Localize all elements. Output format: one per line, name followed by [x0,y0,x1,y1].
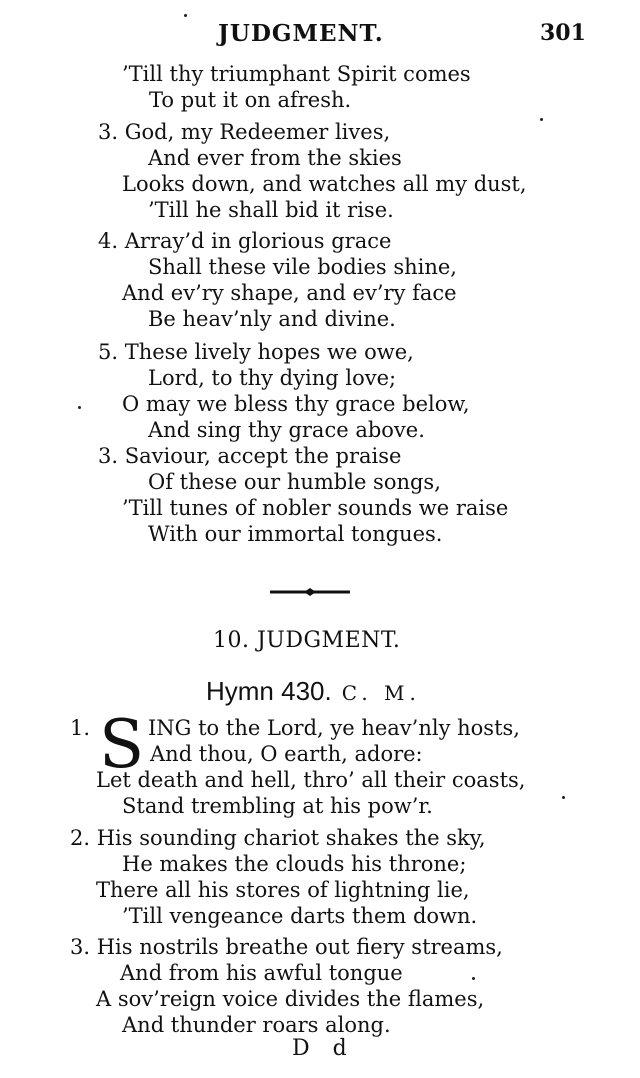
verse-line: To put it on afresh. [149,88,352,112]
verse-line: Lord, to thy dying love; [148,366,397,390]
verse-line: ING to the Lord, ye heav’nly hosts, [148,716,520,740]
running-head-title: JUDGMENT. [218,20,384,47]
scan-speck [184,14,187,17]
section-heading: 10. JUDGMENT. [213,628,401,653]
scan-speck [78,406,81,409]
verse-line: 4. Array’d in glorious grace [98,229,392,253]
scan-speck [562,796,565,799]
printer-signature-mark: D d [292,1036,355,1061]
page-number: 301 [540,20,586,46]
verse-line: And from his awful tongue [120,961,403,985]
verse-line: And ever from the skies [148,146,402,170]
verse-line: Of these our humble songs, [148,470,441,494]
verse-line: Let death and hell, thro’ all their coasts, [96,768,526,792]
section-divider-ornament [268,587,352,597]
hymn-heading [206,676,421,707]
verse-line: Be heav’nly and divine. [148,307,396,331]
drop-capital: S [99,706,145,783]
verse-line: ’Till he shall bid it rise. [148,198,394,222]
verse-line: 5. These lively hopes we owe, [98,340,414,364]
verse-line: 3. His nostrils breathe out fiery streams, [70,935,503,959]
verse-line: 3. Saviour, accept the praise [98,444,402,468]
verse-line: And thunder roars along. [122,1013,391,1037]
scan-speck [540,118,543,121]
hymn-meter: C. M. [341,681,421,705]
verse-line: There all his stores of lightning lie, [96,878,470,902]
verse-line: 3. God, my Redeemer lives, [98,120,391,144]
verse-line: And thou, O earth, adore: [150,742,423,766]
verse-line: Shall these vile bodies shine, [148,255,457,279]
running-head [0,20,640,52]
verse-line: Stand trembling at his pow’r. [122,794,433,818]
verse-line: O may we bless thy grace below, [122,392,470,416]
scan-speck [472,977,475,980]
verse-line: Looks down, and watches all my dust, [122,172,527,196]
verse-line: A sov’reign voice divides the flames, [96,987,485,1011]
verse-line: ’Till tunes of nobler sounds we raise [122,496,509,520]
verse-line: ’Till thy triumphant Spirit comes [122,62,471,86]
hymn-number: Hymn 430. [206,676,332,706]
verse-line: ’Till vengeance darts them down. [122,904,478,928]
stanza-number: 1. [70,716,91,740]
verse-line: He makes the clouds his throne; [122,852,467,876]
verse-line: And sing thy grace above. [148,418,425,442]
verse-line: 2. His sounding chariot shakes the sky, [70,826,486,850]
verse-line: With our immortal tongues. [148,522,443,546]
verse-line: And ev’ry shape, and ev’ry face [122,281,457,305]
